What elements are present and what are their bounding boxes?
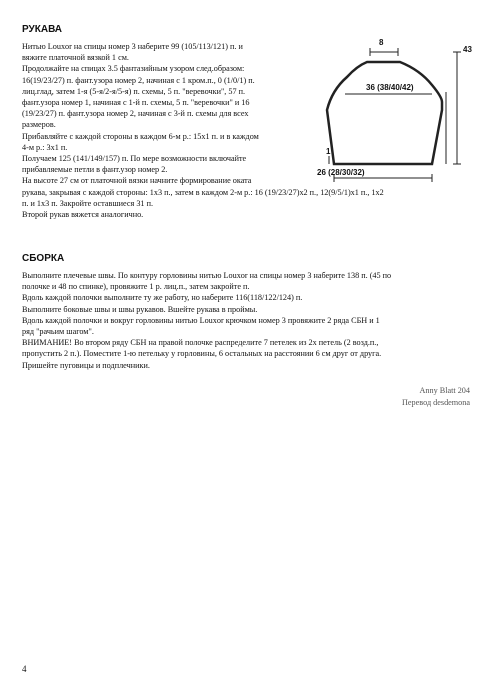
instruction-line: 16(19/23/27) п. фант.узора номер 2, начиная с 1 кром.п., 0 (1/0/1) п. [22,75,255,85]
instruction-line: Прибавляйте с каждой стороны в каждом 6-м р.: 15х1 п. и в каждом [22,131,259,141]
sleeve-outline [327,62,442,164]
instruction-line: лиц.глад, затем 1-я (5-я/2-я/5-я) п. схемы, 5 п. "веревочки", 57 п. [22,86,246,96]
instruction-line: Нитью Louxor на спицы номер 3 наберите 99 (105/113/121) п. и [22,42,243,51]
label-bottom-width: 26 (28/30/32) [317,168,365,177]
instruction-line: вяжите платочной вязкой 1 см. [22,53,129,63]
instruction-line: Второй рукав вяжется аналогично. [22,210,144,220]
instruction-line: прибавляемые петли в фант.узор номер 2. [22,165,168,175]
instruction-line: На высоте 27 см от платочной вязки начните формирование оката [22,176,252,186]
instruction-line: пропустить 2 п.). Поместите 1-ю петельку у горловины, 6 остальных на расстоянии 6 см друг от друга. [22,349,382,359]
instruction-line: рукава, закрывая с каждой стороны: 1х3 п., затем в каждом 2-м р.: 16 (19/23/27)х2 п., 12(9/5/1)х1 п., 1х2 [22,187,384,197]
instruction-line: 4-м р.: 3х1 п. [22,142,68,152]
instruction-line: Пришейте пуговицы и подплечники. [22,360,150,370]
label-top-width: 8 [379,38,384,47]
instruction-line: ВНИМАНИЕ! Во втором ряду СБН на правой полочке распределите 7 петелек из 2х петель (2 возд.п., [22,338,379,348]
instruction-line: Вдоль каждой полочки и вокруг горловины нитью Louxor крючком номер 3 провяжите 2 ряда СБН и 1 [22,315,380,325]
instruction-line: полочке и 48 по спинке), провяжите 1 р. лиц.п., затем закройте п. [22,282,250,292]
instruction-line: Вдоль каждой полочки выполните ту же работу, но наберите 116(118/122/124) п. [22,293,303,303]
label-total-height: 43 [463,45,472,54]
instruction-line: п. и 1х3 п. Закройте оставшиеся 31 п. [22,198,153,208]
assembly-instructions [22,270,391,371]
instruction-line: (19/23/27) п. фант.узора номер 2, начиная с 3-й п. схемы для всех [22,109,249,119]
credit-source: Anny Blatt 204 [419,386,470,395]
instruction-line: размеров. [22,120,56,130]
instruction-line: Получаем 125 (141/149/157) п. По мере возможности включайте [22,154,247,164]
instruction-line: Выполните боковые швы и швы рукавов. Вшейте рукава в проймы. [22,304,258,314]
label-cuff-height: 1 [326,147,331,156]
page-number: 4 [22,664,27,674]
label-cap-width: 36 (38/40/42) [366,83,414,92]
instruction-line: фант.узора номер 1, начиная с 1-й п. схемы, 5 п. "веревочки" и 16 [22,98,250,108]
instruction-line: Выполните плечевые швы. По контуру горловины нитью Louxor на спицы номер 3 наберите 138 п. (45 по [22,271,392,280]
credit-translator: Перевод desdemona [402,398,470,407]
sleeve-schematic-diagram [312,30,482,190]
sleeve-heading: РУКАВА [22,24,63,35]
instruction-line: Продолжайте на спицах 3.5 фантазийным узором след.образом: [22,64,245,74]
instruction-line: ряд "рачьим шагом". [22,327,94,337]
assembly-heading: СБОРКА [22,253,65,264]
